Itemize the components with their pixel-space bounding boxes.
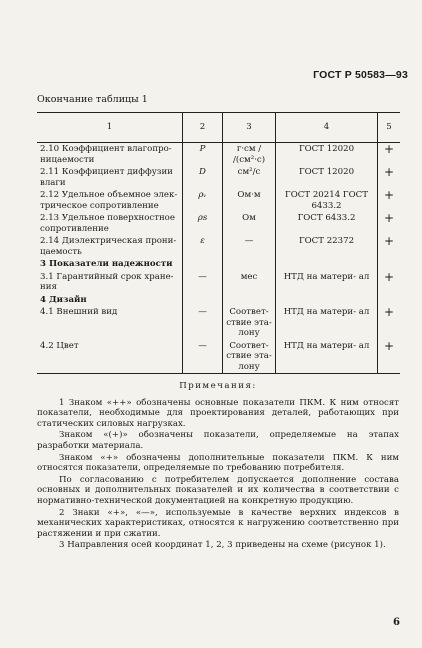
property-mark: + [378,212,401,235]
property-mark: + [378,306,401,340]
table-caption: Окончание таблицы 1 [37,94,148,105]
column-header: 3 [223,113,276,143]
property-mark: + [378,143,401,167]
property-ntd: ГОСТ 12020 [276,166,378,189]
notes-section [37,381,399,552]
note-paragraph: 1 Знаком «++» обозначены основные показатели ПКМ. К ним относят показатели, необходимые для проектирования деталей, работающих при статических силовых нагрузках. [37,397,399,429]
property-symbol: ρᵥ [183,189,223,212]
note-paragraph: По согласованию с потребителем допускается дополнение состава основных и дополнительных показателей и их количества в соответствии с нормативно-технической документацией на конкретную продукцию. [37,474,399,506]
property-name: 4.2 Цвет [37,340,183,374]
section-row [37,294,400,307]
property-unit: Ом·м [223,189,276,212]
notes-title: Примечания: [179,381,257,391]
property-name: 4.1 Внешний вид [40,307,118,317]
property-unit: см²/с [223,166,276,189]
property-ntd: ГОСТ 6433.2 [276,212,378,235]
property-unit: мес [223,271,276,294]
property-unit: Соответ- ствие эта- лону [223,340,276,374]
property-mark: + [378,340,401,374]
note-paragraph: Знаком «+» обозначены дополнительные показатели ПКМ. К ним относятся показатели, определяемые по требованию потребителя. [37,452,399,474]
property-ntd: НТД на матери- ал [276,306,378,340]
property-symbol: D [183,166,223,189]
column-header: 2 [183,113,223,143]
table-header-row [37,113,400,143]
section-title: 4 Дизайн [40,294,87,305]
table-row [37,189,400,212]
property-name: 2.11 Коэффициент диффузии влаги [40,167,173,188]
property-unit: — [223,235,276,258]
property-mark: + [378,271,401,294]
property-symbol: — [183,271,223,294]
property-mark: + [378,166,401,189]
property-mark: + [378,189,401,212]
note-paragraph: 3 Направления осей координат 1, 2, 3 приведены на схеме (рисунок 1). [59,540,386,551]
note-paragraph: 2 Знаки «+», «—», используемые в качестве верхних индексов в механических характеристиках, относятся к нагружению соответственно при растяжении и при сжатии. [37,507,399,539]
property-symbol: ρs [183,212,223,235]
property-ntd: ГОСТ 20214 ГОСТ 6433.2 [276,189,378,212]
property-ntd: НТД на матери- ал [276,271,378,294]
page-number: 6 [393,617,400,628]
properties-table [37,112,400,374]
property-unit: Соответ- ствие эта- лону [223,306,276,340]
document-header: ГОСТ Р 50583—93 [313,69,408,81]
property-symbol: P [183,143,223,167]
property-name: 2.10 Коэффициент влагопро- ницаемости [40,144,172,165]
table-row [37,166,400,189]
property-name: 3.1 Гарантийный срок хране- ния [40,271,174,292]
note-paragraph: Знаком «(+)» обозначены показатели, определяемые на этапах разработки материала. [37,430,399,451]
table-row [37,235,400,258]
table-row [37,271,400,294]
section-title: 3 Показатели надежности [40,259,173,269]
property-symbol: — [183,306,223,340]
column-header: 5 [378,113,401,143]
property-ntd: НТД на матери- ал [276,340,378,374]
property-name: 2.13 Удельное поверхностное сопротивление [40,213,175,234]
property-unit: Ом [223,212,276,235]
column-header: 1 [37,113,183,143]
table-row [37,340,400,374]
column-header: 4 [276,113,378,143]
table-row [37,212,400,235]
property-ntd: ГОСТ 22372 [276,235,378,258]
table-row [37,143,400,167]
property-mark: + [378,235,401,258]
property-ntd: ГОСТ 12020 [276,143,378,167]
table-row [37,306,400,340]
section-row [37,258,400,271]
property-name: 2.12 Удельное объемное элек- трическое сопротивление [40,190,178,211]
property-symbol: ε [183,235,223,258]
property-symbol: — [183,340,223,374]
property-unit: г·см / /(см²·с) [223,143,276,167]
property-name: 2.14 Диэлектрическая прони- цаемость [40,236,177,257]
